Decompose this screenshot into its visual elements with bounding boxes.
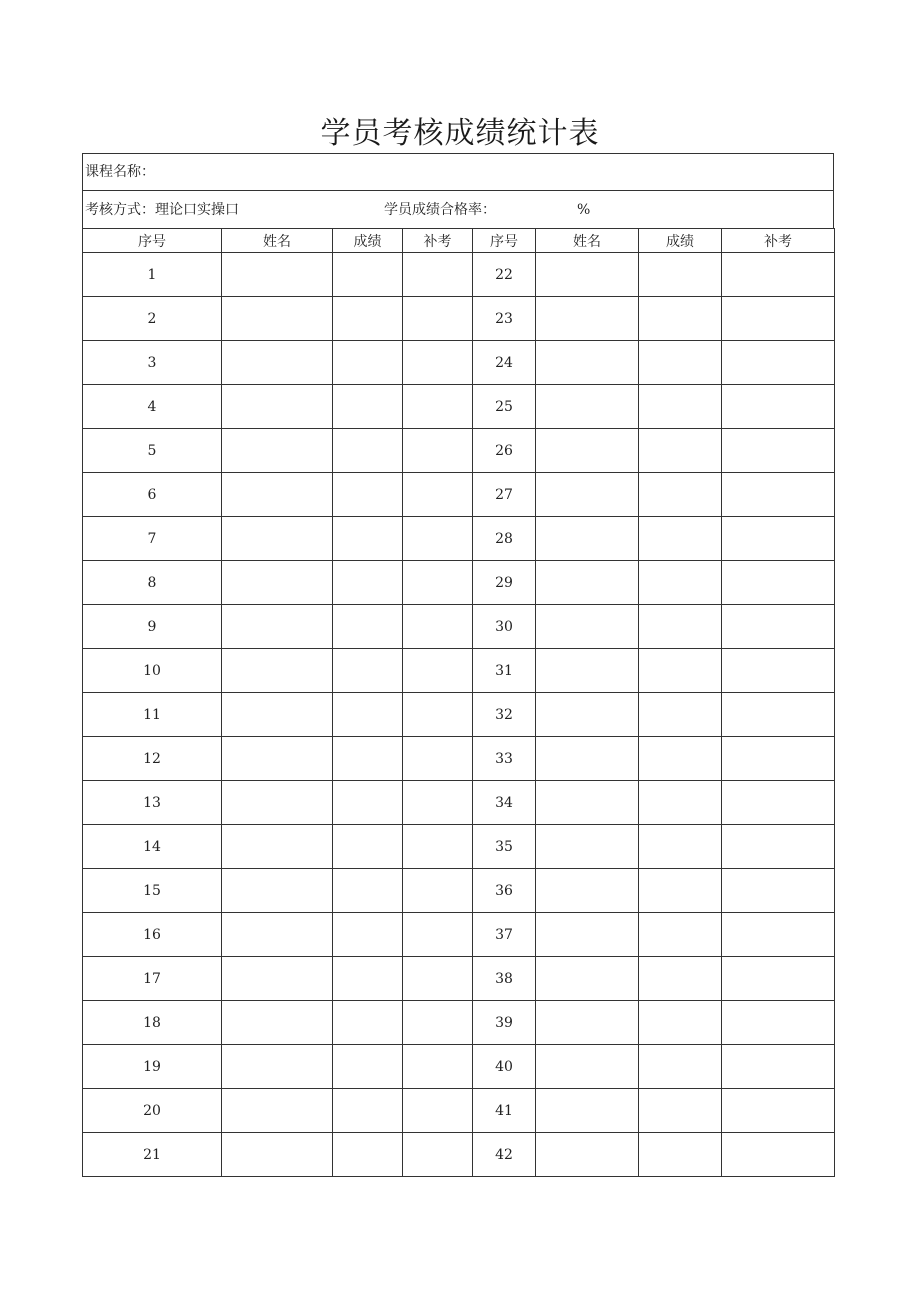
table-row [83,517,835,561]
row-index-right: 29 [473,561,536,605]
name-cell[interactable] [222,825,333,869]
score-cell[interactable] [333,473,403,517]
table-row [83,429,835,473]
score-cell[interactable] [333,517,403,561]
makeup-cell[interactable] [722,649,835,693]
row-index-left: 10 [83,649,222,693]
name-cell[interactable] [222,781,333,825]
row-index-left: 5 [83,429,222,473]
row-index-left: 19 [83,1045,222,1089]
score-cell[interactable] [639,1133,722,1177]
makeup-cell[interactable] [403,1089,473,1133]
makeup-cell[interactable] [722,1133,835,1177]
name-cell[interactable] [222,1133,333,1177]
makeup-cell[interactable] [722,297,835,341]
row-index-left: 13 [83,781,222,825]
row-index-right: 33 [473,737,536,781]
name-cell[interactable] [222,693,333,737]
makeup-cell[interactable] [722,605,835,649]
name-cell[interactable] [222,1001,333,1045]
score-cell[interactable] [333,957,403,1001]
makeup-cell[interactable] [403,473,473,517]
makeup-cell[interactable] [722,385,835,429]
makeup-cell[interactable] [403,517,473,561]
score-cell[interactable] [333,605,403,649]
score-sheet [82,153,834,1177]
row-index-right: 27 [473,473,536,517]
row-index-right: 25 [473,385,536,429]
name-cell[interactable] [222,297,333,341]
name-cell[interactable] [536,341,639,385]
score-cell[interactable] [639,385,722,429]
row-index-left: 15 [83,869,222,913]
table-row [83,1089,835,1133]
makeup-cell[interactable] [403,605,473,649]
row-index-left: 16 [83,913,222,957]
makeup-cell[interactable] [403,693,473,737]
header-index: 序号 [83,229,222,253]
table-row [83,253,835,297]
page-title: 学员考核成绩统计表 [320,116,600,151]
makeup-cell[interactable] [403,781,473,825]
score-cell[interactable] [333,561,403,605]
table-row [83,781,835,825]
table-row [83,297,835,341]
makeup-cell[interactable] [722,737,835,781]
row-index-right: 36 [473,869,536,913]
score-cell[interactable] [333,253,403,297]
row-index-right: 26 [473,429,536,473]
name-cell[interactable] [222,341,333,385]
makeup-cell[interactable] [722,517,835,561]
name-cell[interactable] [222,957,333,1001]
row-index-right: 28 [473,517,536,561]
name-cell[interactable] [222,1089,333,1133]
table-row [83,649,835,693]
row-index-right: 32 [473,693,536,737]
row-index-right: 23 [473,297,536,341]
row-index-right: 41 [473,1089,536,1133]
name-cell[interactable] [536,869,639,913]
name-cell[interactable] [536,517,639,561]
makeup-cell[interactable] [722,253,835,297]
name-cell[interactable] [222,517,333,561]
makeup-cell[interactable] [403,297,473,341]
row-index-right: 38 [473,957,536,1001]
score-cell[interactable] [639,1045,722,1089]
score-cell[interactable] [333,693,403,737]
makeup-cell[interactable] [722,473,835,517]
name-cell[interactable] [536,693,639,737]
header-makeup: 补考 [403,229,473,253]
row-index-left: 18 [83,1001,222,1045]
makeup-cell[interactable] [403,1045,473,1089]
table-row [83,913,835,957]
score-cell[interactable] [639,561,722,605]
name-cell[interactable] [536,253,639,297]
makeup-cell[interactable] [403,649,473,693]
name-cell[interactable] [536,473,639,517]
score-cell[interactable] [333,429,403,473]
score-cell[interactable] [639,517,722,561]
score-cell[interactable] [639,473,722,517]
name-cell[interactable] [222,913,333,957]
name-cell[interactable] [536,737,639,781]
makeup-cell[interactable] [722,913,835,957]
row-index-right: 40 [473,1045,536,1089]
score-cell[interactable] [333,825,403,869]
score-cell[interactable] [639,869,722,913]
table-row [83,561,835,605]
score-cell[interactable] [333,341,403,385]
makeup-cell[interactable] [722,869,835,913]
header-score: 成绩 [639,229,722,253]
makeup-cell[interactable] [403,737,473,781]
makeup-cell[interactable] [403,1133,473,1177]
score-cell[interactable] [333,297,403,341]
row-index-right: 35 [473,825,536,869]
score-cell[interactable] [639,429,722,473]
table-row [83,473,835,517]
table-row [83,957,835,1001]
score-cell[interactable] [639,693,722,737]
header-index: 序号 [473,229,536,253]
makeup-cell[interactable] [722,825,835,869]
row-index-right: 42 [473,1133,536,1177]
name-cell[interactable] [536,1045,639,1089]
makeup-cell[interactable] [722,1001,835,1045]
name-cell[interactable] [536,385,639,429]
header-name: 姓名 [222,229,333,253]
score-cell[interactable] [639,1089,722,1133]
score-cell[interactable] [639,913,722,957]
table-row [83,1045,835,1089]
score-cell[interactable] [639,957,722,1001]
table-body [83,253,835,1177]
name-cell[interactable] [222,561,333,605]
score-cell[interactable] [639,605,722,649]
name-cell[interactable] [536,605,639,649]
row-index-right: 31 [473,649,536,693]
row-index-left: 9 [83,605,222,649]
name-cell[interactable] [536,561,639,605]
name-cell[interactable] [222,429,333,473]
makeup-cell[interactable] [722,1045,835,1089]
table-row [83,605,835,649]
score-cell[interactable] [639,737,722,781]
name-cell[interactable] [536,649,639,693]
row-index-left: 7 [83,517,222,561]
score-cell[interactable] [333,913,403,957]
row-index-left: 17 [83,957,222,1001]
score-cell[interactable] [639,825,722,869]
makeup-cell[interactable] [403,957,473,1001]
name-cell[interactable] [536,913,639,957]
score-cell[interactable] [333,869,403,913]
score-cell[interactable] [639,297,722,341]
score-cell[interactable] [639,649,722,693]
row-index-left: 11 [83,693,222,737]
name-cell[interactable] [222,649,333,693]
makeup-cell[interactable] [403,561,473,605]
name-cell[interactable] [536,781,639,825]
makeup-cell[interactable] [403,1001,473,1045]
assessment-row [82,190,834,228]
name-cell[interactable] [536,1089,639,1133]
course-name-label: 课程名称： [85,164,155,180]
assessment-method-label: 考核方式：理论口实操口 [85,202,239,218]
table-row [83,1001,835,1045]
row-index-right: 39 [473,1001,536,1045]
row-index-left: 2 [83,297,222,341]
name-cell[interactable] [536,957,639,1001]
name-cell[interactable] [536,297,639,341]
makeup-cell[interactable] [403,253,473,297]
name-cell[interactable] [222,605,333,649]
score-cell[interactable] [333,649,403,693]
makeup-cell[interactable] [722,429,835,473]
row-index-left: 20 [83,1089,222,1133]
score-cell[interactable] [333,1089,403,1133]
makeup-cell[interactable] [722,781,835,825]
makeup-cell[interactable] [722,693,835,737]
name-cell[interactable] [536,1133,639,1177]
name-cell[interactable] [536,429,639,473]
name-cell[interactable] [222,1045,333,1089]
row-index-left: 8 [83,561,222,605]
score-cell[interactable] [639,1001,722,1045]
name-cell[interactable] [222,869,333,913]
row-index-right: 30 [473,605,536,649]
row-index-left: 6 [83,473,222,517]
name-cell[interactable] [222,737,333,781]
name-cell[interactable] [222,473,333,517]
table-row [83,1133,835,1177]
name-cell[interactable] [222,253,333,297]
row-index-left: 3 [83,341,222,385]
makeup-cell[interactable] [403,869,473,913]
score-cell[interactable] [333,1001,403,1045]
score-cell[interactable] [639,341,722,385]
header-score: 成绩 [333,229,403,253]
name-cell[interactable] [536,1001,639,1045]
table-header-row [83,229,835,253]
name-cell[interactable] [222,385,333,429]
score-cell[interactable] [639,253,722,297]
table-row [83,341,835,385]
table-row [83,737,835,781]
makeup-cell[interactable] [403,429,473,473]
name-cell[interactable] [536,825,639,869]
score-cell[interactable] [333,781,403,825]
table-row [83,869,835,913]
score-cell[interactable] [333,385,403,429]
row-index-left: 21 [83,1133,222,1177]
score-cell[interactable] [333,1045,403,1089]
makeup-cell[interactable] [722,1089,835,1133]
makeup-cell[interactable] [403,913,473,957]
makeup-cell[interactable] [403,341,473,385]
row-index-left: 14 [83,825,222,869]
row-index-right: 24 [473,341,536,385]
course-name-row [82,153,834,190]
makeup-cell[interactable] [722,561,835,605]
row-index-left: 12 [83,737,222,781]
row-index-left: 1 [83,253,222,297]
header-makeup: 补考 [722,229,835,253]
makeup-cell[interactable] [722,957,835,1001]
score-cell[interactable] [639,781,722,825]
makeup-cell[interactable] [403,825,473,869]
header-name: 姓名 [536,229,639,253]
row-index-right: 34 [473,781,536,825]
row-index-left: 4 [83,385,222,429]
makeup-cell[interactable] [722,341,835,385]
row-index-right: 22 [473,253,536,297]
score-cell[interactable] [333,1133,403,1177]
pass-rate-label: 学员成绩合格率： [384,202,496,218]
table-row [83,385,835,429]
score-cell[interactable] [333,737,403,781]
row-index-right: 37 [473,913,536,957]
table-row [83,693,835,737]
pass-rate-unit: % [577,202,591,218]
score-table [82,228,835,1177]
makeup-cell[interactable] [403,385,473,429]
table-row [83,825,835,869]
